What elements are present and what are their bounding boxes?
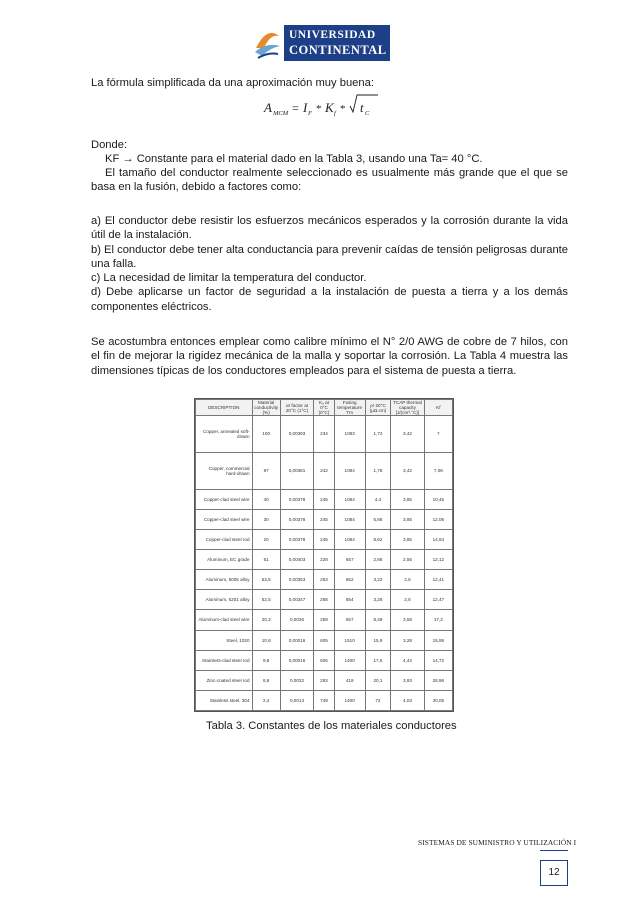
- footer-divider: [540, 850, 568, 851]
- table-cell: 0,00347: [280, 590, 313, 610]
- table-cell: 3,42: [391, 452, 424, 489]
- table-cell: 14,72: [424, 650, 452, 670]
- table-header: K₀ at 0°C (0°C): [314, 400, 335, 416]
- table-cell: 7: [424, 416, 452, 453]
- table-cell: 40: [252, 489, 280, 509]
- closing-paragraph: Se acostumbra entonces emplear como calibre mínimo el N° 2/0 AWG de cobre de 7 hilos, con el fin de mejorar la rigidez mecánica de la malla y soportar la corrosión. La Tabla 4 muestra las dimensiones típicas de los conductores empleados para el sistema de puesta a tierra.: [91, 336, 568, 377]
- logo-line-2: CONTINENTAL: [289, 43, 387, 57]
- table-cell: 14,64: [424, 529, 452, 549]
- table-cell: 100: [252, 416, 280, 453]
- table-cell: 7,06: [424, 452, 452, 489]
- table-cell: 20,1: [365, 670, 391, 690]
- table-cell-description: Aluminum-clad steel wire: [196, 610, 253, 630]
- table-cell: 0,00393: [280, 416, 313, 453]
- table-cell: 3,85: [391, 489, 424, 509]
- table-cell: 1084: [334, 489, 365, 509]
- table-cell-description: Stainless-clad steel rod: [196, 650, 253, 670]
- formula-equals: =: [292, 101, 299, 115]
- table-header: Fusing temperature Tm: [334, 400, 365, 416]
- table-cell: 1400: [334, 690, 365, 710]
- table-row: [196, 550, 453, 570]
- intro-text: La fórmula simplificada da una aproximación muy buena:: [91, 77, 374, 89]
- table-cell: 657: [334, 610, 365, 630]
- factor-a: a) El conductor debe resistir los esfuerzos mecánicos esperados y la corrosión durante la vida útil de la instalación.: [91, 215, 568, 242]
- factors-list: [91, 214, 568, 314]
- table-header: TCAP thermal capacity [J/(cm³.°C)]: [391, 400, 424, 416]
- table-cell: 1400: [334, 650, 365, 670]
- donde-label: Donde:: [91, 139, 128, 151]
- table-cell: 1,72: [365, 416, 391, 453]
- table-row: [196, 489, 453, 509]
- table-caption: Tabla 3. Constantes de los materiales conductores: [206, 720, 457, 732]
- table-row: [196, 570, 453, 590]
- formula-star-1: *: [316, 103, 322, 115]
- table-cell: 0,0032: [280, 670, 313, 690]
- table-cell: 12,41: [424, 570, 452, 590]
- table-cell: 0,00381: [280, 452, 313, 489]
- table-cell: 654: [334, 590, 365, 610]
- table-cell: 52,5: [252, 590, 280, 610]
- table-cell: 2,6: [391, 590, 424, 610]
- materials-table: [194, 398, 454, 712]
- formula-t: t: [360, 100, 364, 115]
- table-header: DESCRIPTION: [196, 400, 253, 416]
- table-cell: 20,3: [252, 610, 280, 630]
- table-cell: 4,03: [391, 690, 424, 710]
- table-row: [196, 452, 453, 489]
- table-cell: 2,4: [252, 690, 280, 710]
- table-cell: 12,47: [424, 590, 452, 610]
- formula-t-sub: C: [365, 110, 370, 117]
- table-cell-description: Copper-clad steel rod: [196, 529, 253, 549]
- table-row: [196, 416, 453, 453]
- table-cell: 3,42: [391, 416, 424, 453]
- table-row: [196, 509, 453, 529]
- table-header: Kf: [424, 400, 452, 416]
- table-cell-description: Aluminum, 6201 alloy: [196, 590, 253, 610]
- table-cell: 3,28: [365, 590, 391, 610]
- size-paragraph: El tamaño del conductor realmente seleccionado es usualmente más grande que el que se basa en la fusión, debido a factores como:: [91, 167, 568, 194]
- table-cell: 8,6: [252, 670, 280, 690]
- table-cell: 245: [314, 489, 335, 509]
- table-cell: 0,00378: [280, 509, 313, 529]
- table-cell-description: Copper-clad steel wire: [196, 489, 253, 509]
- table-cell: 268: [314, 590, 335, 610]
- table-cell: 1084: [334, 452, 365, 489]
- table-cell: 245: [314, 509, 335, 529]
- table-cell: 0,0036: [280, 610, 313, 630]
- university-logo: [252, 22, 390, 64]
- table-cell-description: Steel, 1020: [196, 630, 253, 650]
- page-number: 12: [540, 860, 568, 886]
- table-cell: 1083: [334, 416, 365, 453]
- table-header: ρr 20°C (μΩ.cm): [365, 400, 391, 416]
- factor-b: b) El conductor debe tener alta conductancia para prevenir caídas de tensión peligrosas durante una falla.: [91, 243, 569, 270]
- table-cell: 3,85: [391, 509, 424, 529]
- table-row: [196, 529, 453, 549]
- table-row: [196, 650, 453, 670]
- table-cell-description: Copper, commercial hard-drawn: [196, 452, 253, 489]
- table-cell: 9,8: [252, 650, 280, 670]
- table-cell: 20: [252, 529, 280, 549]
- table-cell: 419: [334, 670, 365, 690]
- table-cell: 228: [314, 550, 335, 570]
- table-cell: 1084: [334, 529, 365, 549]
- table-cell: 97: [252, 452, 280, 489]
- table-cell-description: Aluminum, EC grade: [196, 550, 253, 570]
- table-cell: 0,00378: [280, 529, 313, 549]
- table-header: αr factor at 20°C (1°C): [280, 400, 313, 416]
- factor-d: d) Debe aplicarse un factor de seguridad a la instalación de puesta a tierra y a los demás componentes eléctricos.: [91, 286, 568, 313]
- sqrt-icon: [350, 95, 378, 112]
- formula-lhs-sub: MCM: [273, 110, 289, 117]
- table-cell: 0,00016: [280, 650, 313, 670]
- table-cell-description: Zinc-coated steel rod: [196, 670, 253, 690]
- table-cell-description: Aluminum, 5005 alloy: [196, 570, 253, 590]
- table-cell: 293: [314, 670, 335, 690]
- table-cell: 1084: [334, 509, 365, 529]
- table-cell: 652: [334, 570, 365, 590]
- kf-definition: KF → Constante para el material dado en la Tabla 3, usando una Ta= 40 °C.: [105, 153, 483, 165]
- table-cell: 8,48: [365, 610, 391, 630]
- table-row: [196, 690, 453, 710]
- table-cell: 242: [314, 452, 335, 489]
- table-cell: 53,5: [252, 570, 280, 590]
- formula-amcm: [262, 90, 382, 124]
- table-cell: 605: [314, 630, 335, 650]
- table-cell: 605: [314, 650, 335, 670]
- table-cell-description: Copper, annealed soft-drawn: [196, 416, 253, 453]
- footer-course: SISTEMAS DE SUMINISTRO Y UTILIZACIÓN I: [418, 838, 577, 847]
- table-cell: 1510: [334, 630, 365, 650]
- table-cell: 12,12: [424, 550, 452, 570]
- table-cell: 3,22: [365, 570, 391, 590]
- table-cell: 258: [314, 610, 335, 630]
- table-cell: 4,44: [391, 650, 424, 670]
- table-cell-description: Copper-clad steel wire: [196, 509, 253, 529]
- formula-lhs: A: [264, 100, 272, 115]
- table-cell: 263: [314, 570, 335, 590]
- table-cell: 234: [314, 416, 335, 453]
- table-cell: 749: [314, 690, 335, 710]
- table-header-row: [196, 400, 453, 416]
- table-cell: 28,96: [424, 670, 452, 690]
- table-cell: 0,00016: [280, 630, 313, 650]
- formula-k: K: [325, 100, 334, 115]
- table-row: [196, 630, 453, 650]
- table-cell: 657: [334, 550, 365, 570]
- table-cell: 0,00353: [280, 570, 313, 590]
- table-cell: 17,5: [365, 650, 391, 670]
- table-cell: 0,00403: [280, 550, 313, 570]
- table-cell: 30: [252, 509, 280, 529]
- table-cell: 15,95: [424, 630, 452, 650]
- table-cell-description: Stainless steel, 304: [196, 690, 253, 710]
- table-cell: 17,2: [424, 610, 452, 630]
- table-cell: 61: [252, 550, 280, 570]
- table-cell: 2,86: [365, 550, 391, 570]
- table-cell: 2,6: [391, 570, 424, 590]
- formula-i: I: [303, 100, 308, 115]
- table-cell: 12,06: [424, 509, 452, 529]
- logo-emblem-icon: [252, 22, 282, 62]
- table-cell: 3,28: [391, 630, 424, 650]
- table-cell: 0,00378: [280, 489, 313, 509]
- table-cell: 5,86: [365, 509, 391, 529]
- table-row: [196, 610, 453, 630]
- table-cell: 10,8: [252, 630, 280, 650]
- formula-star-2: *: [340, 103, 346, 115]
- table-body: [196, 416, 453, 711]
- table-row: [196, 590, 453, 610]
- logo-wordmark: [284, 25, 390, 61]
- table-cell: 2,56: [391, 550, 424, 570]
- table-cell: 8,62: [365, 529, 391, 549]
- table-cell: 3,85: [391, 529, 424, 549]
- formula-k-sub: f: [334, 110, 336, 117]
- logo-line-1: UNIVERSIDAD: [289, 29, 376, 41]
- table-cell: 30,05: [424, 690, 452, 710]
- table-cell: 15,9: [365, 630, 391, 650]
- table-cell: 245: [314, 529, 335, 549]
- table-cell: 3,58: [391, 610, 424, 630]
- factor-c: c) La necesidad de limitar la temperatura del conductor.: [91, 272, 367, 285]
- table-cell: 3,93: [391, 670, 424, 690]
- table-cell: 1,78: [365, 452, 391, 489]
- table-row: [196, 670, 453, 690]
- formula-i-sub: F: [308, 110, 312, 117]
- table-header: Material conductivity (%): [252, 400, 280, 416]
- table-cell: 4,4: [365, 489, 391, 509]
- table-cell: 72: [365, 690, 391, 710]
- table-cell: 0,0013: [280, 690, 313, 710]
- table-cell: 10,45: [424, 489, 452, 509]
